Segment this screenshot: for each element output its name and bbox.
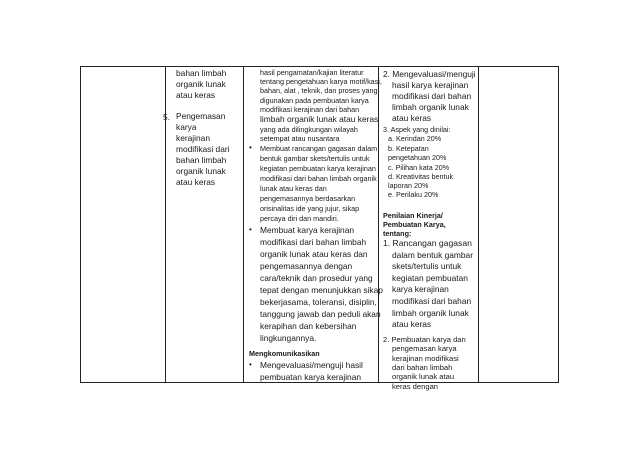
rubric-line: skets/tertulis untuk	[392, 261, 462, 272]
activity-line: digunakan pada pembuatan karya	[260, 96, 369, 105]
activity-line: tentang pengetahuan karya motif/kasi,	[260, 77, 382, 86]
activity-line: modifikasi kerajinan dari bahan	[260, 105, 360, 114]
activity-line: cara/teknik dan prosedur yang	[260, 273, 373, 283]
activity-line: percaya diri dan mandiri.	[260, 214, 339, 223]
activity-line: pengemasannya berdasarkan	[260, 194, 356, 203]
material-column	[163, 67, 243, 384]
material-line: modifikasi dari	[176, 144, 230, 154]
activity-line: hasil pengamatan/kajian literatur	[260, 68, 364, 77]
activity-line: Membuat rancangan gagasan dalam	[260, 144, 378, 153]
activity-line: kerapihan dan kebersihan	[260, 321, 357, 331]
activity-line: setempat atau nusantara	[260, 134, 340, 143]
activity-line: pembuatan karya kerajinan	[260, 372, 362, 382]
syllabus-table	[80, 66, 559, 391]
material-line: Pengemasan	[176, 111, 226, 121]
activity-line: tepat dengan menunjukkan sikap	[260, 285, 383, 295]
section-heading: Mengkomunikasikan	[249, 349, 320, 358]
assessment-line: limbah organik lunak	[392, 102, 469, 112]
activity-line: Membuat karya kerajinan	[260, 225, 355, 235]
rubric-line: pengemasan karya	[392, 344, 457, 354]
activity-line: lingkungannya.	[260, 333, 317, 343]
aspect-line: pengetahuan 20%	[388, 153, 447, 162]
item-number: 5.	[163, 112, 170, 122]
activity-line: yang ada dilingkungan wilayah	[260, 125, 358, 134]
rubric-line: modifikasi dari bahan	[392, 296, 472, 306]
assessment-heading: Penilaian Kinerja/	[383, 211, 443, 220]
material-line: karya	[176, 122, 197, 132]
column-divider	[478, 67, 479, 382]
aspect-line: e. Perilaku 20%	[388, 190, 439, 199]
activity-line: modifikasi dari bahan limbah	[260, 237, 367, 247]
activity-line: limbah organik lunak atau keras	[260, 114, 379, 124]
activity-line: bahan, alat , teknik, dan proses yang	[260, 86, 378, 95]
rubric-line: 1. Rancangan gagasan	[383, 238, 472, 248]
learning-activities-column	[244, 67, 383, 384]
activity-line: kegiatan pembuatan karya kerajinan	[260, 164, 376, 173]
activity-line: lunak atau keras dan	[260, 184, 327, 193]
rubric-line: dalam bentuk gambar	[392, 249, 474, 260]
activity-line: Mengevaluasi/menguji hasil	[260, 360, 363, 370]
aspect-line: d. Kreativitas bentuk	[388, 172, 454, 181]
activity-line: bekerjasama, toleransi, disiplin,	[260, 297, 377, 307]
assessment-line: atau keras	[392, 113, 432, 123]
aspect-line: a. Kerindan 20%	[388, 134, 442, 143]
material-line: atau keras	[176, 177, 216, 187]
activity-line: organik lunak atau keras dan	[260, 249, 368, 259]
aspect-line: b. Ketepatan	[388, 144, 429, 153]
rubric-line: atau keras	[392, 319, 432, 330]
bullet-icon: •	[249, 225, 252, 234]
material-line: kerajinan	[176, 133, 210, 143]
rubric-line: organik lunak atau	[392, 372, 455, 382]
rubric-line: kegiatan pembuatan	[392, 272, 468, 283]
material-line: bahan limbah	[176, 68, 227, 78]
assessment-line: 3. Aspek yang dinilai:	[383, 125, 451, 134]
rubric-line: kerajinan modifikasi	[392, 353, 459, 363]
rubric-line: keras dengan	[392, 381, 439, 391]
material-line: organik lunak	[176, 79, 226, 89]
assessment-heading: tentang:	[383, 229, 412, 238]
material-line: atau keras	[176, 90, 216, 100]
activity-line: orisinalitas ide yang jujur, sikap	[260, 204, 360, 213]
rubric-line: dari bahan limbah	[392, 362, 453, 372]
assessment-heading: Pembuatan Karya,	[383, 220, 446, 229]
rubric-line: 2. Pembuatan karya dan	[383, 335, 466, 344]
aspect-line: laporan 20%	[388, 181, 429, 190]
material-line: organik lunak	[176, 166, 226, 176]
aspect-line: c. Pilihan kata 20%	[388, 163, 450, 172]
assessment-line: hasil karya kerajinan	[392, 80, 469, 90]
assessment-column	[379, 67, 478, 391]
bullet-icon: •	[249, 143, 252, 152]
rubric-line: karya kerajinan	[392, 284, 449, 295]
activity-line: bentuk gambar skets/tertulis untuk	[260, 154, 370, 163]
activity-line: tanggung jawab dan peduli akan	[260, 309, 381, 319]
assessment-line: 2. Mengevaluasi/menguji	[383, 69, 476, 79]
assessment-line: modifikasi dari bahan	[392, 91, 472, 101]
bullet-icon: •	[249, 360, 252, 369]
activity-line: pengemasannya dengan	[260, 261, 353, 271]
material-line: bahan limbah	[176, 155, 227, 165]
activity-line: modifikasi dari bahan limbah organik	[260, 174, 377, 183]
rubric-line: limbah organik lunak	[392, 307, 469, 318]
